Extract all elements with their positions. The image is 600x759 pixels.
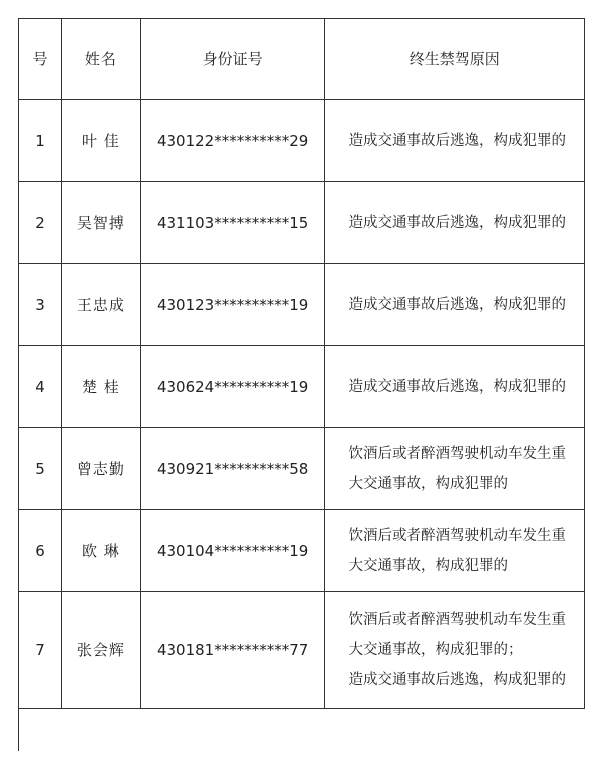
row-number: 2: [19, 182, 62, 263]
header-number: 号: [19, 19, 62, 99]
row-id-number: 430104**********19: [141, 510, 326, 591]
row-id-number: 430122**********29: [141, 100, 326, 181]
table-row: [19, 346, 585, 428]
table-row: [19, 182, 585, 264]
row-number: 7: [19, 592, 62, 708]
row-name: 曾志勤: [62, 428, 141, 509]
row-name: 欧 琳: [62, 510, 141, 591]
row-number: 5: [19, 428, 62, 509]
table-row: [19, 510, 585, 592]
row-ban-reason: 饮酒后或者醉酒驾驶机动车发生重 大交通事故，构成犯罪的: [325, 428, 585, 509]
table-row: [19, 428, 585, 510]
table-row: [19, 100, 585, 182]
row-number: 3: [19, 264, 62, 345]
table-header-row: [19, 19, 585, 100]
row-id-number: 430624**********19: [141, 346, 326, 427]
row-name: 王忠成: [62, 264, 141, 345]
row-ban-reason: 造成交通事故后逃逸，构成犯罪的: [325, 182, 585, 263]
row-number: 4: [19, 346, 62, 427]
row-name: 楚 桂: [62, 346, 141, 427]
row-ban-reason: 饮酒后或者醉酒驾驶机动车发生重 大交通事故，构成犯罪的； 造成交通事故后逃逸，构成犯罪的: [325, 592, 585, 708]
row-id-number: 430181**********77: [141, 592, 326, 708]
row-ban-reason: 造成交通事故后逃逸，构成犯罪的: [325, 346, 585, 427]
row-ban-reason: 饮酒后或者醉酒驾驶机动车发生重 大交通事故，构成犯罪的: [325, 510, 585, 591]
row-ban-reason: 造成交通事故后逃逸，构成犯罪的: [325, 100, 585, 181]
header-name: 姓名: [62, 19, 141, 99]
header-id-number: 身份证号: [141, 19, 326, 99]
row-name: 张会辉: [62, 592, 141, 708]
row-number: 1: [19, 100, 62, 181]
row-number: 6: [19, 510, 62, 591]
table-row: [19, 264, 585, 346]
row-id-number: 431103**********15: [141, 182, 326, 263]
row-name: 吴智搏: [62, 182, 141, 263]
row-ban-reason: 造成交通事故后逃逸，构成犯罪的: [325, 264, 585, 345]
driving-ban-table: [18, 18, 585, 751]
table-row: [19, 592, 585, 709]
row-name: 叶 佳: [62, 100, 141, 181]
row-id-number: 430921**********58: [141, 428, 326, 509]
header-ban-reason: 终生禁驾原因: [325, 19, 585, 99]
row-id-number: 430123**********19: [141, 264, 326, 345]
